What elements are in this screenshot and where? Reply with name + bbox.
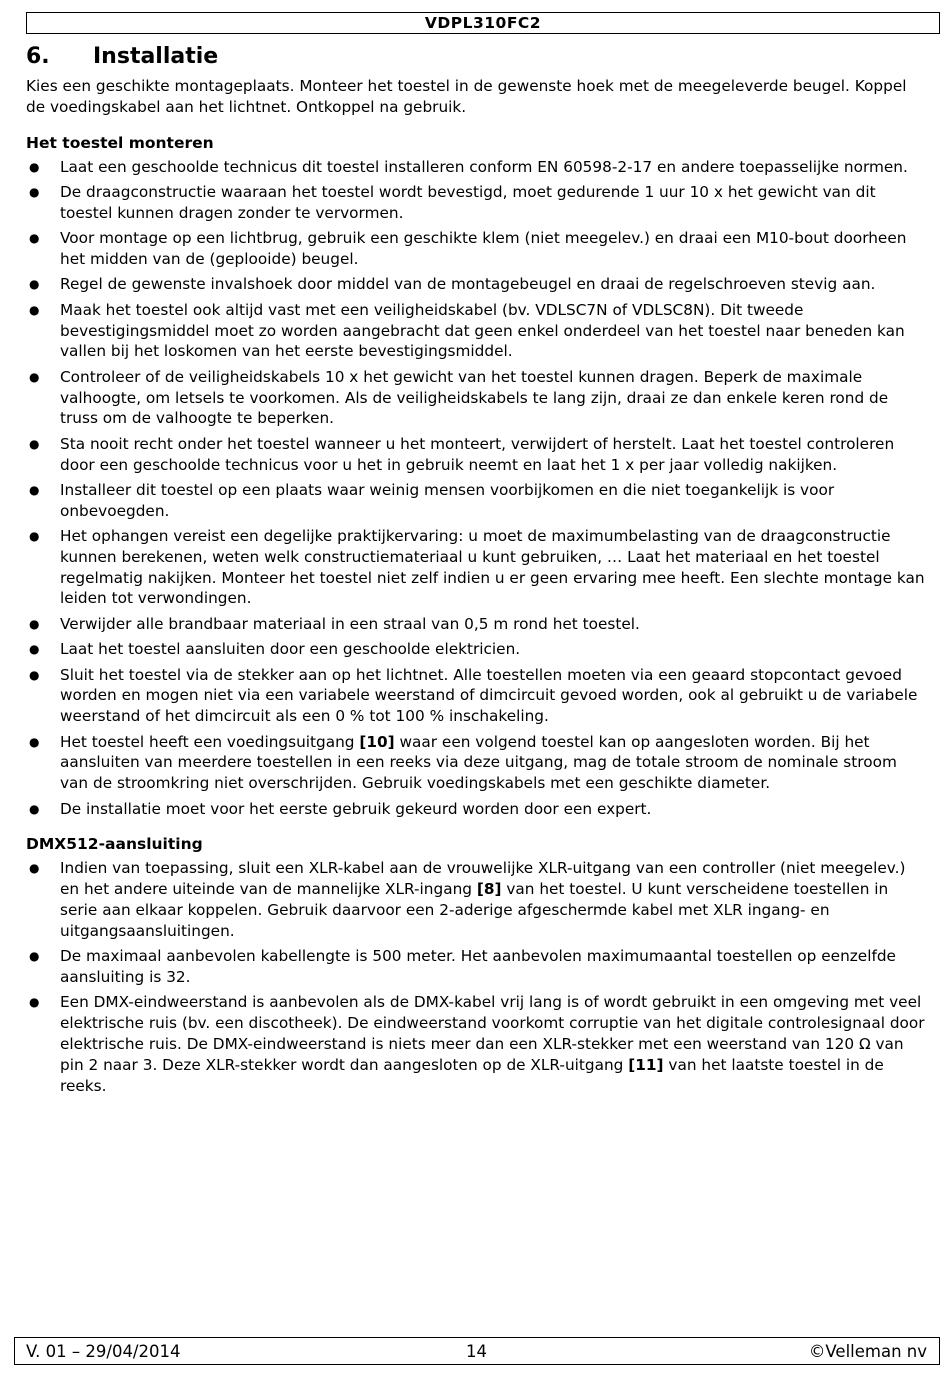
list-item [26,274,926,295]
bullet-icon: ● [29,529,40,544]
bullet-icon: ● [29,616,40,631]
text-part: Een DMX-eindweerstand is aanbevolen als de DMX-kabel vrij lang is of wordt gebruikt in een omgeving met veel elektrische ruis (bv. een discotheek). De eindweerstand voorkomt corruptie van het digitale controlesignaal door elektrische ruis. De DMX-eindweerstand is niets meer dan een XLR-stekker met een weerstand van 120 Ω van pin 2 naar 3. Deze XLR-stekker wordt dan aangesloten op de XLR-uitgang [60,993,925,1074]
bullet-icon: ● [29,302,40,317]
list-item [26,858,926,941]
list-item-text: Verwijder alle brandbaar materiaal in een straal van 0,5 m rond het toestel. [60,614,640,633]
list-item-text: Maak het toestel ook altijd vast met een veiligheidskabel (bv. VDLSC7N of VDLSC8N). Dit tweede bevestigingsmiddel moet zo worden aangebracht dat geen enkel onderdeel van het toestel naar beneden kan vallen bij het loskomen van het eerste bevestigingsmiddel. [60,300,905,361]
list-item [26,799,926,820]
list-item [26,614,926,635]
list-item [26,367,926,429]
section-title-text: Installatie [93,44,219,69]
reference-number: [8] [476,880,502,899]
dmx-heading: DMX512-aansluiting [26,835,203,854]
bullet-icon: ● [29,184,40,199]
bullet-icon: ● [29,159,40,174]
list-item [26,434,926,476]
footer-copyright: ©Velleman nv [808,1342,927,1361]
bullet-icon: ● [29,861,40,876]
list-item-text: Controleer of de veiligheidskabels 10 x het gewicht van het toestel kunnen dragen. Beperk de maximale valhoogte, om letsels te voorkomen. Als de veiligheidskabels te lang zijn, draai ze dan enkele keren rond de truss om de valhoogte te beperken. [60,367,889,428]
list-item-text [60,733,897,793]
mounting-heading: Het toestel monteren [26,133,214,152]
list-item [26,946,926,988]
list-item-text: De draagconstructie waaraan het toestel wordt bevestigd, moet gedurende 1 uur 10 x het gewicht van dit toestel kunnen dragen zonder te vervormen. [60,182,876,222]
page-header [26,12,940,34]
bullet-icon: ● [29,734,40,749]
model-number: VDPL310FC2 [424,14,542,32]
reference-number: [10] [359,732,395,751]
text-part: van het laatste toestel in de reeks. [60,1055,884,1095]
bullet-icon: ● [29,949,40,964]
footer-page-number: 14 [466,1342,487,1361]
bullet-icon: ● [29,231,40,246]
bullet-icon: ● [29,482,40,497]
bullet-icon: ● [29,667,40,682]
text-part: van het toestel. U kunt verscheidene toestellen in serie aan elkaar koppelen. Gebruik daarvoor een 2-aderige afgeschermde kabel met XLR ingang- en uitgangsaansluitingen. [60,880,889,940]
bullet-icon: ● [29,277,40,292]
bullet-icon: ● [29,369,40,384]
section-number: 6. [26,44,50,69]
section-intro: Kies een geschikte montageplaats. Monteer het toestel in de gewenste hoek met de meegeleverde beugel. Koppel de voedingskabel aan het lichtnet. Ontkoppel na gebruik. [26,77,907,116]
bullet-icon: ● [29,995,40,1010]
section-title [26,42,926,72]
list-item-text: De maximaal aanbevolen kabellengte is 500 meter. Het aanbevolen maximumaantal toestellen op eenzelfde aansluiting is 32. [60,947,896,986]
text-part: Indien van toepassing, sluit een XLR-kabel aan de vrouwelijke XLR-uitgang van een controller (niet meegelev.) en het andere uiteinde van de mannelijke XLR-ingang [60,859,906,899]
bullet-icon: ● [29,642,40,657]
list-item-text: Sluit het toestel via de stekker aan op het lichtnet. Alle toestellen moeten via een geaard stopcontact gevoed worden en mogen niet via een variabele weerstand of dimcircuit gevoed worden, ook al gebruikt u de variabele weerstand of het dimcircuit als een 0 % tot 100 % inschakeling. [60,665,918,726]
mounting-list [26,157,926,820]
bullet-icon: ● [29,436,40,451]
list-item-text [60,859,905,939]
dmx-list [26,858,926,1096]
list-item-text: Voor montage op een lichtbrug, gebruik een geschikte klem (niet meegelev.) en draai een M10-bout doorheen het midden van de (geplooide) beugel. [60,229,907,268]
list-item [26,732,926,794]
list-item [26,639,926,660]
text-part: waar een volgend toestel kan op aangesloten worden. Bij het aansluiten van meerdere toestellen in een reeks via deze uitgang, mag de totale stroom de nominale stroom van de stroomkring niet overschrijden. Gebruik voedingskabels met een geschikte diameter. [60,732,897,793]
list-item-text: Laat een geschoolde technicus dit toestel installeren conform EN 60598-2-17 en andere toepasselijke normen. [60,157,908,176]
list-item-text: Laat het toestel aansluiten door een geschoolde elektricien. [60,640,521,659]
footer-version: V. 01 – 29/04/2014 [26,1342,181,1361]
reference-number: [11] [628,1055,664,1074]
list-item-text: De installatie moet voor het eerste gebruik gekeurd worden door een expert. [60,799,652,818]
list-item-text [60,993,925,1094]
text-part: Het toestel heeft een voedingsuitgang [60,732,360,751]
list-item [26,665,926,727]
bullet-icon: ● [29,801,40,816]
list-item [26,526,926,609]
list-item [26,182,926,224]
list-item [26,228,926,270]
list-item-text: Het ophangen vereist een degelijke praktijkervaring: u moet de maximumbelasting van de draagconstructie kunnen berekenen, weten welk constructiemateriaal u kunt gebruiken, … Laat het materiaal en het toestel regelmatig nakijken. Monteer het toestel niet zelf indien u er geen ervaring mee heeft. Een slechte montage kan leiden tot verwondingen. [60,527,925,608]
list-item-text: Sta nooit recht onder het toestel wanneer u het monteert, verwijdert of herstelt. Laat het toestel controleren door een geschoolde technicus voor u het in gebruik neemt en laat het 1 x per jaar volledig nakijken. [60,434,895,474]
page-content [26,42,926,1101]
list-item [26,480,926,522]
list-item [26,992,926,1096]
list-item-text: Regel de gewenste invalshoek door middel van de montagebeugel en draai de regelschroeven stevig aan. [60,275,876,294]
page-footer [14,1337,940,1365]
list-item [26,157,926,178]
list-item-text: Installeer dit toestel op een plaats waar weinig mensen voorbijkomen en die niet toegankelijk is voor onbevoegden. [60,480,835,520]
list-item [26,300,926,362]
